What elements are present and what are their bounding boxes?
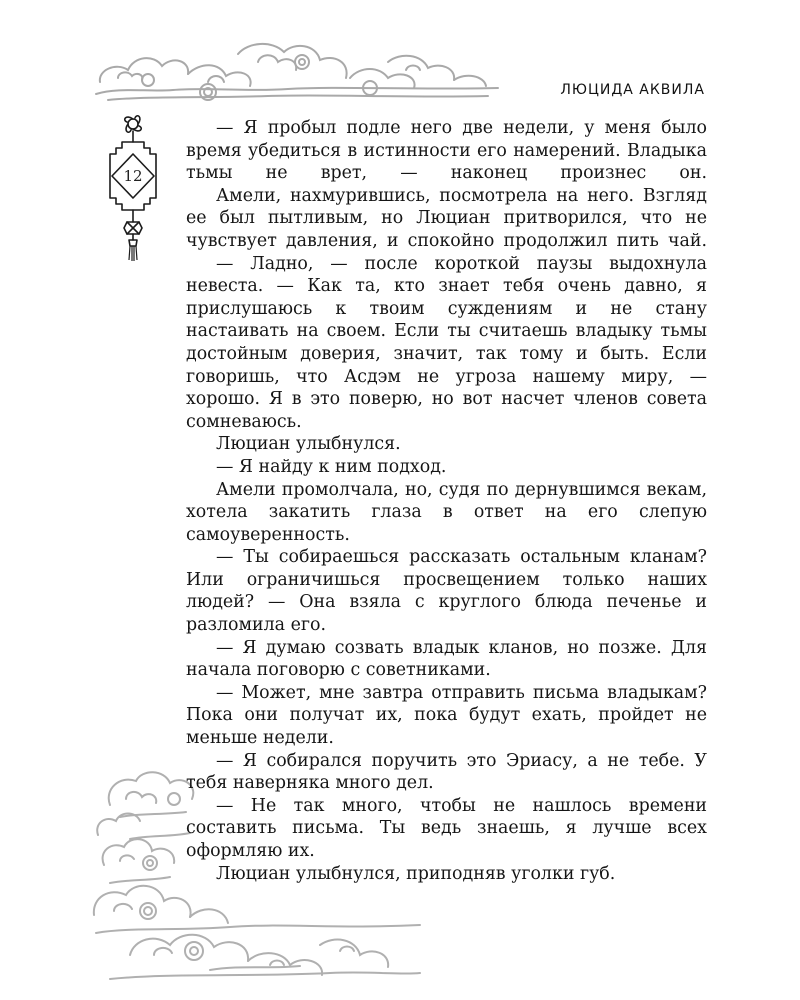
paragraph: — Я пробыл подле него две недели, у меня было время убедиться в истинности его намерений. Владыка тьмы не врет, — наконец произнес он. xyxy=(186,118,707,184)
paragraph: Люциан улыбнулся. xyxy=(216,434,401,455)
paragraph: — Не так много, чтобы не нашлось времени составить письма. Ты ведь знаешь, я лучше всех оформляю их. xyxy=(186,795,707,861)
running-head-author: ЛЮЦИДА АКВИЛА xyxy=(560,82,705,98)
paragraph: — Я думаю созвать владык кланов, но позже. Для начала поговорю с советниками. xyxy=(186,637,707,681)
body-text xyxy=(186,117,707,885)
page-number: 12 xyxy=(123,167,143,185)
paragraph: Амели промолчала, но, судя по дернувшимся векам, хотела закатить глаза в ответ на его слепую самоуверенность. xyxy=(186,479,707,545)
paragraph: — Может, мне завтра отправить письма владыкам? Пока они получат их, пока будут ехать, пройдет не меньше недели. xyxy=(186,682,707,749)
paragraph: — Я собирался поручить это Эриасу, а не тебе. У тебя наверняка много дел. xyxy=(186,750,707,794)
paragraph: Люциан улыбнулся, приподняв уголки губ. xyxy=(216,863,616,884)
paragraph: — Ты собираешься рассказать остальным кланам? Или ограничишься просвещением только наших людей? — Она взяла с круглого блюда печенье и разломила его. xyxy=(186,547,707,636)
paragraph: — Ладно, — после короткой паузы выдохнула невеста. — Как та, кто знает тебя очень давно, я прислушаюсь к твоим суждениям и не стану настаивать на своем. Если ты считаешь владыку тьмы достойным доверия, значит, так тому и быть. Если говоришь, что Асдэм не угроза нашему миру, — хорошо. Я в это поверю, но вот насчет членов совета сомневаюсь. xyxy=(186,253,707,432)
cloud-ornament-top xyxy=(88,32,508,107)
paragraph: Амели, нахмурившись, посмотрела на него. Взгляд ее был пытливым, но Люциан притворился, что не чувствует давления, и спокойно продолжил пить чай. xyxy=(186,185,707,251)
page-number-ornament xyxy=(98,112,168,262)
paragraph: — Я найду к ним подход. xyxy=(216,456,447,477)
